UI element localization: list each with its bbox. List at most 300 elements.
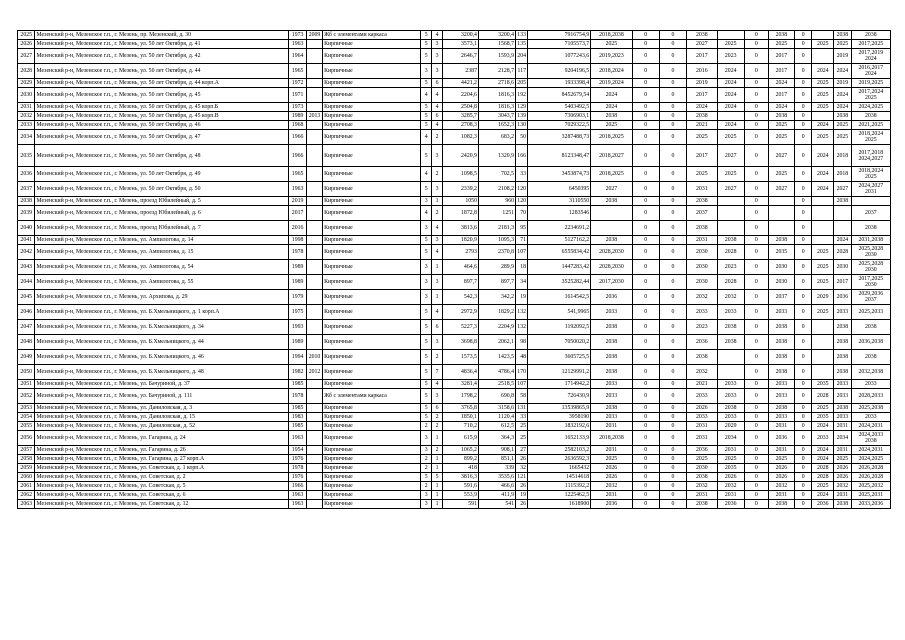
table-cell-fl: 5 [421, 31, 432, 40]
table-cell-n: 2042 [18, 245, 35, 260]
table-cell-y2 [306, 130, 322, 145]
table-cell-h [812, 221, 834, 236]
table-cell-fl: 2 [421, 422, 432, 431]
table-cell-mat: Кирпичные [323, 88, 421, 103]
table-cell-d: 2025 [717, 455, 744, 464]
table-cell-a: 0 [632, 482, 659, 491]
table-row [18, 145, 891, 167]
table-cell-j: 2036,2038 [851, 335, 890, 350]
table-cell-s1: 2972,9 [443, 305, 479, 320]
table-cell-f: 2025 [768, 130, 794, 145]
table-cell-e: 0 [744, 491, 768, 500]
table-cell-f: 2031 [768, 446, 794, 455]
table-cell-en: 1 [432, 491, 443, 500]
table-cell-g: 0 [794, 491, 811, 500]
table-row [18, 455, 891, 464]
table-cell-s1: 1573,5 [443, 350, 479, 365]
table-cell-a: 0 [632, 31, 659, 40]
table-row [18, 290, 891, 305]
table-cell-en: 7 [432, 365, 443, 380]
table-cell-d: 2024 [717, 88, 744, 103]
table-cell-res: 26 [516, 500, 528, 509]
table-cell-f: 2032 [768, 482, 794, 491]
table-cell-s2: 2108,2 [478, 182, 515, 197]
table-cell-res: 135 [517, 41, 526, 47]
table-cell-res: 18 [516, 260, 528, 275]
table-cell-cost: 7050020,2 [528, 335, 591, 350]
table-cell-y2 [306, 64, 322, 79]
table-cell-mat: Кирпичные [323, 40, 421, 49]
table-cell-d [717, 112, 744, 121]
table-cell-y2 [306, 473, 322, 482]
table-cell-n: 2043 [18, 260, 35, 275]
table-cell-i: 2025 [834, 130, 851, 145]
table-cell-e: 0 [744, 446, 768, 455]
table-cell-s1: 4836,4 [443, 365, 479, 380]
table-cell-g: 0 [794, 182, 811, 197]
table-cell-mat: Кирпичные [323, 305, 421, 320]
table-cell-s2: 1120,4 [478, 413, 515, 422]
table-cell-en: 4 [432, 305, 443, 320]
table-cell-cost: 14514618 [528, 473, 591, 482]
table-cell-res: 48 [516, 350, 528, 365]
table-cell-c: 2030 [687, 245, 718, 260]
table-cell-y2 [306, 305, 322, 320]
table-cell-f: 2017 [768, 88, 794, 103]
table-cell-d: 2038 [717, 236, 744, 245]
table-cell-s1: 1065,2 [443, 446, 479, 455]
table-cell-s1: 3816,3 [443, 473, 479, 482]
table-cell-cost: 5127162,2 [528, 236, 591, 245]
table-cell-addr: Мезенский р-н, Мезенское г.п., г. Мезень, ул. Советская, д. 2 [35, 473, 289, 482]
table-cell-i: 2024 [834, 88, 851, 103]
table-cell-per: 2026 [591, 464, 632, 473]
table-cell-g: 0 [794, 290, 811, 305]
table-cell-y2 [306, 221, 322, 236]
table-cell-y1: 1989 [289, 112, 306, 121]
table-cell-f: 2038 [768, 500, 794, 509]
table-cell-s2: 289,9 [478, 260, 515, 275]
table-cell-mat: Кирпичные [323, 206, 421, 221]
table-cell-addr: Мезенский р-н, Мезенское г.п., г. Мезень, ул. Гагарина, д. 27 корп.А [35, 455, 289, 464]
table-cell-addr: Мезенский р-н, Мезенское г.п., г. Мезень, ул. 50 лет Октября, д. 44 корп.А [35, 79, 289, 88]
table-cell-fl: 5 [421, 112, 432, 121]
table-cell-n: 2031 [18, 103, 35, 112]
table-cell-j: 2019,2025 [851, 79, 890, 88]
table-cell-cost: 1618900 [528, 500, 591, 509]
table-cell-mat: Кирпичные [323, 103, 421, 112]
table-cell-h: 2024 [812, 167, 834, 182]
table-cell-addr: Мезенский р-н, Мезенское г.п., г. Мезень, ул. Бачуриной, д. 111 [35, 389, 289, 404]
table-cell-h: 2029 [812, 290, 834, 305]
table-cell-d: 2027 [717, 145, 744, 167]
table-cell-g: 0 [794, 145, 811, 167]
table-cell-addr: Мезенский р-н, Мезенское г.п., г. Мезень, проезд Юбилейный, д. 5 [35, 197, 289, 206]
table-cell-b: 0 [659, 275, 686, 290]
table-cell-n: 2048 [18, 335, 35, 350]
table-cell-per: 2018,2024 [591, 64, 632, 79]
table-cell-b: 0 [659, 404, 686, 413]
table-cell-addr: Мезенский р-н, Мезенское г.п., г. Мезень, ул. Даниловская, д. 15 [35, 413, 289, 422]
table-cell-h: 2025 [812, 245, 834, 260]
table-row [18, 88, 891, 103]
table-cell-h: 2024 [812, 121, 834, 130]
table-cell-y1: 1963 [289, 491, 306, 500]
table-cell-s1: 5227,3 [443, 320, 479, 335]
table-cell-d: 2033 [717, 380, 744, 389]
table-cell-c: 2017 [687, 145, 718, 167]
table-cell-en: 1 [432, 500, 443, 509]
table-row [18, 473, 891, 482]
table-cell-s1: 1850,1 [443, 413, 479, 422]
table-cell-cost: 1115392,2 [528, 482, 591, 491]
table-cell-c: 2031 [687, 431, 718, 446]
table-cell-a: 0 [632, 145, 659, 167]
table-cell-mat: Кирпичные [323, 236, 421, 245]
table-cell-s1: 2708,3 [443, 121, 479, 130]
table-cell-c: 2025 [687, 130, 718, 145]
table-cell-en: 4 [432, 245, 443, 260]
table-cell-y1: 1978 [289, 245, 306, 260]
table-cell-e: 0 [744, 221, 768, 236]
table-cell-n: 2028 [18, 64, 35, 79]
table-cell-y1: 1985 [289, 422, 306, 431]
table-cell-addr: Мезенский р-н, Мезенское г.п., г. Мезень, ул. 50 лет Октября, д. 41 [35, 40, 289, 49]
table-cell-j: 2017,2019 2024 [851, 49, 890, 64]
table-cell-j: 2038 [851, 221, 890, 236]
table-cell-en: 4 [432, 31, 443, 40]
table-cell-s2: 908,1 [478, 446, 515, 455]
table-cell-y2 [306, 320, 322, 335]
table-row [18, 197, 891, 206]
table-cell-res: 19 [516, 290, 528, 305]
table-cell-h [812, 49, 834, 64]
table-cell-y2 [306, 446, 322, 455]
table-cell-h [812, 31, 834, 40]
table-cell-res: 34 [516, 275, 528, 290]
table-cell-res: 19 [516, 491, 528, 500]
table-cell-y1: 1966 [289, 482, 306, 491]
table-cell-n: 2034 [18, 130, 35, 145]
table-cell-fl: 5 [421, 380, 432, 389]
table-row [18, 64, 891, 79]
table-cell-c: 2033 [687, 389, 718, 404]
table-cell-s2: 339 [478, 464, 515, 473]
table-cell-b: 0 [659, 431, 686, 446]
table-cell-b: 0 [659, 422, 686, 431]
table-cell-en: 3 [432, 389, 443, 404]
table-cell-i: 2019 [834, 49, 851, 64]
table-cell-cost: 1652133,9 [528, 431, 591, 446]
table-cell-a: 0 [632, 112, 659, 121]
table-cell-d [717, 206, 744, 221]
table-cell-per: 2032 [591, 482, 632, 491]
table-cell-s2: 2518,5 [478, 380, 515, 389]
table-cell-e: 0 [744, 145, 768, 167]
table-cell-a: 0 [632, 221, 659, 236]
table-cell-s1: 1050 [443, 197, 479, 206]
table-cell-e: 0 [744, 413, 768, 422]
table-cell-y2: 2010 [306, 350, 322, 365]
table-cell-addr: Мезенский р-н, Мезенское г.п., г. Мезень, ул. Б.Хмельницкого, д. 44 [35, 335, 289, 350]
table-row [18, 350, 891, 365]
table-row [18, 389, 891, 404]
table-cell-a: 0 [632, 389, 659, 404]
table-cell-b: 0 [659, 112, 686, 121]
table-cell-f: 2031 [768, 491, 794, 500]
table-cell-n: 2057 [18, 446, 35, 455]
table-cell-s1: 2387 [443, 64, 479, 79]
table-cell-b: 0 [659, 413, 686, 422]
table-cell-y2 [306, 275, 322, 290]
table-cell-en: 4 [432, 221, 443, 236]
table-cell-per [591, 221, 632, 236]
table-row [18, 79, 891, 88]
table-cell-i: 2019 [834, 79, 851, 88]
table-cell-s2: 612,5 [478, 422, 515, 431]
table-cell-y2 [306, 491, 322, 500]
table-cell-fl: 5 [421, 320, 432, 335]
table-cell-y2: 2013 [306, 112, 322, 121]
table-cell-d: 2024 [717, 79, 744, 88]
table-cell-addr: Мезенский р-н, Мезенское г.п., г. Мезень, ул. Б.Хмельницкого, д. 1 корп.А [35, 305, 289, 320]
table-cell-s2: 2062,1 [478, 335, 515, 350]
table-cell-i: 2038 [834, 31, 851, 40]
table-cell-mat: Кирпичные [323, 380, 421, 389]
table-row [18, 182, 891, 197]
table-cell-cost: 2234691,2 [528, 221, 591, 236]
table-cell-cost: 8452679,54 [528, 88, 591, 103]
table-cell-j: 2025,2033 [851, 305, 890, 320]
table-cell-y1: 1972 [289, 79, 306, 88]
table-cell-mat: Кирпичные [323, 500, 421, 509]
table-cell-cost: 8123348,47 [528, 145, 591, 167]
table-cell-c: 2036 [687, 446, 718, 455]
table-cell-g: 0 [794, 167, 811, 182]
table-cell-y1: 1975 [289, 305, 306, 320]
table-cell-addr: Мезенский р-н, Мезенское г.п., г. Мезень, ул. Б.Хмельницкого, д. 34 [35, 320, 289, 335]
table-cell-mat: Кирпичные [323, 112, 421, 121]
table-cell-n: 2046 [18, 305, 35, 320]
table-cell-y2 [306, 335, 322, 350]
table-cell-res: 33 [516, 167, 528, 182]
table-cell-fl: 5 [421, 413, 432, 422]
table-cell-c: 2031 [687, 422, 718, 431]
table-cell-c: 2025 [687, 167, 718, 182]
table-cell-f: 2026 [768, 473, 794, 482]
table-cell-j: 2017,2024 2025 [851, 88, 890, 103]
table-cell-i: 2026 [834, 473, 851, 482]
table-cell-i: 2038 [834, 404, 851, 413]
table-cell-fl: 3 [421, 431, 432, 446]
table-cell-d: 2038 [717, 335, 744, 350]
table-cell-per: 2031 [591, 491, 632, 500]
table-cell-i: 2033 [834, 389, 851, 404]
table-cell-i: 2032 [834, 482, 851, 491]
table-row [18, 206, 891, 221]
table-cell-addr: Мезенский р-н, Мезенское г.п., г. Мезень, ул. Гагарина, д. 24 [35, 431, 289, 446]
table-cell-n: 2062 [18, 491, 35, 500]
table-cell-c: 2038 [687, 197, 718, 206]
table-cell-addr: Мезенский р-н, Мезенское г.п., г. Мезень, ул. Даниловская, д. 3 [35, 404, 289, 413]
table-cell-g: 0 [794, 482, 811, 491]
table-cell-g: 0 [794, 335, 811, 350]
table-cell-s2: 2128,7 [478, 64, 515, 79]
table-cell-j: 2025,2031 [851, 491, 890, 500]
table-cell-s2: 4786,4 [478, 365, 515, 380]
table-cell-cost: 1225462,5 [528, 491, 591, 500]
table-cell-addr: Мезенский р-н, Мезенское г.п., г. Мезень, ул. 50 лет Октября, д. 49 [35, 167, 289, 182]
table-cell-y2 [306, 431, 322, 446]
table-cell-e: 0 [744, 422, 768, 431]
table-cell-s1: 1098,5 [443, 167, 479, 182]
table-cell-i: 2038 [834, 350, 851, 365]
table-cell-g: 0 [794, 305, 811, 320]
table-cell-mat: Кирпичные [323, 335, 421, 350]
table-cell-c: 2030 [687, 260, 718, 275]
table-cell-per: 2036 [591, 290, 632, 305]
table-row [18, 380, 891, 389]
table-cell-s1: 1082,3 [443, 130, 479, 145]
table-cell-h [812, 197, 834, 206]
table-cell-addr: Мезенский р-н, Мезенское г.п., г. Мезень, ул. 50 лет Октября, д. 46 [35, 121, 289, 130]
table-cell-b: 0 [659, 482, 686, 491]
table-cell-per: 2019,2023 [591, 49, 632, 64]
table-cell-e: 0 [744, 500, 768, 509]
table-cell-e: 0 [744, 335, 768, 350]
table-cell-i: 2026 [834, 464, 851, 473]
table-cell-h: 2028 [812, 389, 834, 404]
table-cell-f: 2038 [768, 335, 794, 350]
table-cell-c: 2033 [687, 305, 718, 320]
table-cell-mat: Кирпичные [323, 446, 421, 455]
table-cell-per: 2024 [591, 88, 632, 103]
table-cell-g: 0 [794, 380, 811, 389]
table-cell-i: 2025 [834, 455, 851, 464]
table-cell-cost: 7306903,1 [528, 112, 591, 121]
table-cell-f: 2030 [768, 275, 794, 290]
table-cell-en: 2 [432, 413, 443, 422]
table-cell-n: 2052 [18, 389, 35, 404]
table-cell-g: 0 [794, 221, 811, 236]
table-cell-j: 2024,2033 2038 [851, 431, 890, 446]
table-cell-i: 2033 [834, 305, 851, 320]
table-cell-g: 0 [794, 112, 811, 121]
table-cell-y2 [306, 145, 322, 167]
table-cell-n: 2032 [18, 112, 35, 121]
table-cell-n: 2060 [18, 473, 35, 482]
table-cell-res: 32 [516, 464, 528, 473]
table-cell-g: 0 [794, 49, 811, 64]
table-row [18, 236, 891, 245]
table-cell-y2 [306, 236, 322, 245]
table-cell-a: 0 [632, 64, 659, 79]
table-cell-c: 2030 [687, 275, 718, 290]
table-cell-d: 2038 [717, 320, 744, 335]
table-cell-e: 0 [744, 31, 768, 40]
table-cell-s2: 2181,3 [478, 221, 515, 236]
table-cell-b: 0 [659, 40, 686, 49]
table-cell-h: 2024 [812, 491, 834, 500]
table-cell-res: 25 [516, 431, 528, 446]
table-cell-addr: Мезенский р-н, Мезенское г.п., г. Мезень, проезд Юбилейный, д. 7 [35, 221, 289, 236]
table-cell-a: 0 [632, 49, 659, 64]
table-cell-s2: 541 [478, 500, 515, 509]
table-cell-j: 2024,2027 2031 [851, 182, 890, 197]
table-cell-f: 2033 [768, 305, 794, 320]
table-row [18, 482, 891, 491]
table-cell-fl: 3 [421, 197, 432, 206]
table-cell-s2: 683,2 [478, 130, 515, 145]
table-cell-j: 2021,2025 [851, 121, 890, 130]
table-cell-res: 120 [516, 182, 528, 197]
table-cell-addr: Мезенский р-н, Мезенское г.п., г. Мезень, ул. Ампилогова, д. 54 [35, 260, 289, 275]
table-cell-b: 0 [659, 206, 686, 221]
table-cell-per: 2026 [591, 473, 632, 482]
table-cell-d: 2025 [717, 40, 744, 49]
table-cell-a: 0 [632, 464, 659, 473]
table-cell-en: 2 [432, 206, 443, 221]
table-cell-en: 4 [432, 121, 443, 130]
table-cell-addr: Мезенский р-н, Мезенское г.п., г. Мезень, ул. 50 лет Октября, д. 50 [35, 182, 289, 197]
table-cell-s2: 851,1 [478, 455, 515, 464]
table-cell-res: 132 [516, 305, 528, 320]
table-cell-cost: 541,9965 [528, 305, 591, 320]
table-cell-per: 2031 [591, 422, 632, 431]
table-cell-g: 0 [794, 455, 811, 464]
table-cell-a: 0 [632, 404, 659, 413]
table-cell-f: 2031 [768, 422, 794, 431]
table-cell-e: 0 [744, 40, 768, 49]
table-cell-n: 2037 [18, 182, 35, 197]
table-cell-g: 0 [794, 103, 811, 112]
table-cell-b: 0 [659, 103, 686, 112]
table-cell-h: 2035 [812, 380, 834, 389]
table-cell-b: 0 [659, 446, 686, 455]
table-cell-f: 2033 [768, 380, 794, 389]
table-cell-fl: 5 [421, 79, 432, 88]
table-cell-per: 2025 [591, 121, 632, 130]
table-cell-res: 50 [516, 130, 528, 145]
table-cell-d [717, 365, 744, 380]
table-cell-b: 0 [659, 380, 686, 389]
table-cell-s2: 1423,5 [478, 350, 515, 365]
table-cell-a: 0 [632, 350, 659, 365]
table-cell-s1: 542,3 [443, 290, 479, 305]
table-cell-cost: 3110550 [528, 197, 591, 206]
table-cell-y2 [306, 40, 322, 49]
table-cell-y1: 1989 [289, 275, 306, 290]
table-cell-addr: Мезенский р-н, Мезенское г.п., г. Мезень, ул. 50 лет Октября, д. 44 [35, 64, 289, 79]
table-cell-a: 0 [632, 305, 659, 320]
table-cell-g: 0 [794, 404, 811, 413]
table-cell-n: 2049 [18, 350, 35, 365]
table-cell-a: 0 [632, 500, 659, 509]
table-cell-y1: 1979 [289, 290, 306, 305]
table-cell-g: 0 [794, 422, 811, 431]
table-cell-per: 2033 [591, 305, 632, 320]
table-cell-b: 0 [659, 305, 686, 320]
table-cell-y2 [306, 103, 322, 112]
table-cell-fl: 5 [421, 103, 432, 112]
table-cell-e: 0 [744, 88, 768, 103]
table-cell-h: 2024 [812, 182, 834, 197]
table-cell-s1: 3200,4 [443, 31, 479, 40]
table-cell-h: 2025 [812, 482, 834, 491]
table-cell-j: 2038 [851, 350, 890, 365]
table-cell-en: 6 [432, 79, 443, 88]
table-cell-mat: Кирпичные [323, 245, 421, 260]
